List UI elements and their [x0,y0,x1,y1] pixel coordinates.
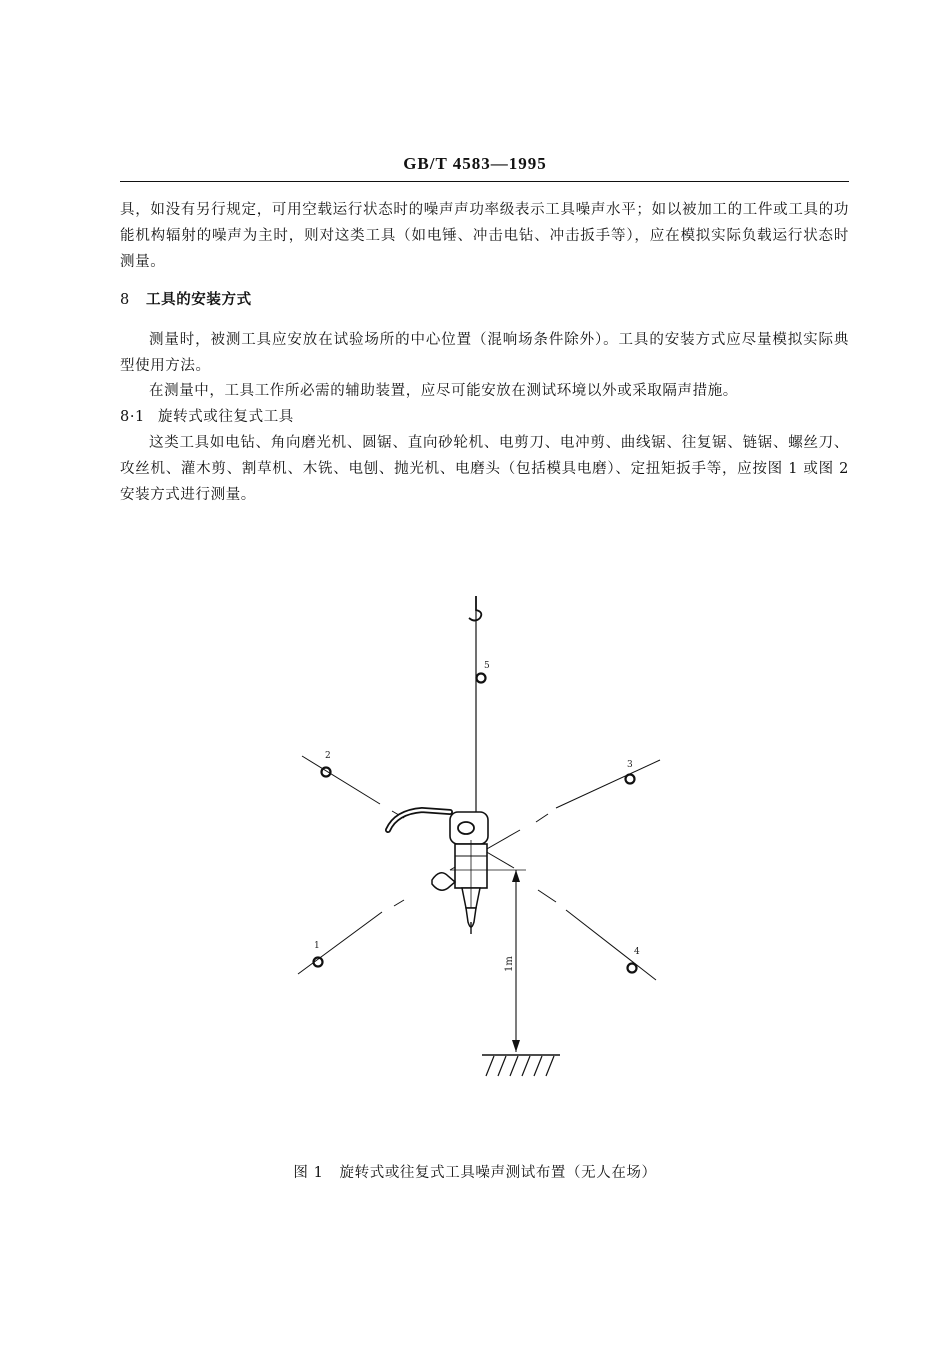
mic-point-3-label: 3 [627,760,633,770]
section-8-1-number: 8·1 [120,409,145,425]
section-8-1-paragraph: 这类工具如电钻、角向磨光机、圆锯、直向砂轮机、电剪刀、电冲剪、曲线锯、往复锯、链锯、螺丝刀、攻丝机、灌木剪、割草机、木铣、电刨、抛光机、电磨头（包括模具电磨）、定扭矩扳手等，应按图 1 或图 2 安装方式进行测量。 [120,435,849,503]
mic-point-1 [314,941,323,967]
section-8-title: 工具的安装方式 [146,291,252,308]
mic-point-2 [322,751,331,777]
ground-hatch [482,1055,560,1076]
section-8-1-title: 旋转式或往复式工具 [158,409,294,425]
hook-icon [469,596,481,621]
figure-1-caption-text: 旋转式或往复式工具噪声测试布置（无人在场） [339,1165,657,1181]
standard-code-header: GB/T 4583—1995 [403,154,547,173]
section-8-number: 8 [120,292,130,308]
mic-point-3 [626,760,635,784]
mic-point-5-label: 5 [484,661,490,671]
section-8-heading [120,287,849,313]
mic-point-5 [477,661,491,683]
mic-point-1-label: 1 [314,941,320,951]
height-dimension [504,870,520,1052]
section-8-paragraph-1: 测量时，被测工具应安放在试验场所的中心位置（混响场条件除外）。工具的安装方式应尽量模拟实际典型使用方法。 [120,332,849,374]
section-8-1-heading [120,404,849,430]
height-label: 1m [504,956,515,972]
electric-drill-icon [388,810,488,934]
mic-point-2-label: 2 [325,751,331,761]
section-8-paragraph-2: 在测量中，工具工作所必需的辅助装置，应尽可能安放在测试环境以外或采取隔声措施。 [149,383,738,399]
mic-point-4-label: 4 [634,947,640,957]
continuation-paragraph: 具，如没有另行规定，可用空载运行状态时的噪声声功率级表示工具噪声水平；如以被加工的工件或工具的功能机构辐射的噪声为主时，则对这类工具（如电锤、冲击电钻、冲击扳手等），应在模拟实际负载运行状态时测量。 [120,202,849,270]
figure-1-caption [0,1161,950,1182]
figure-1-label: 图 1 [293,1165,324,1181]
figure-1-diagram [270,590,690,1130]
header-rule [120,181,849,182]
